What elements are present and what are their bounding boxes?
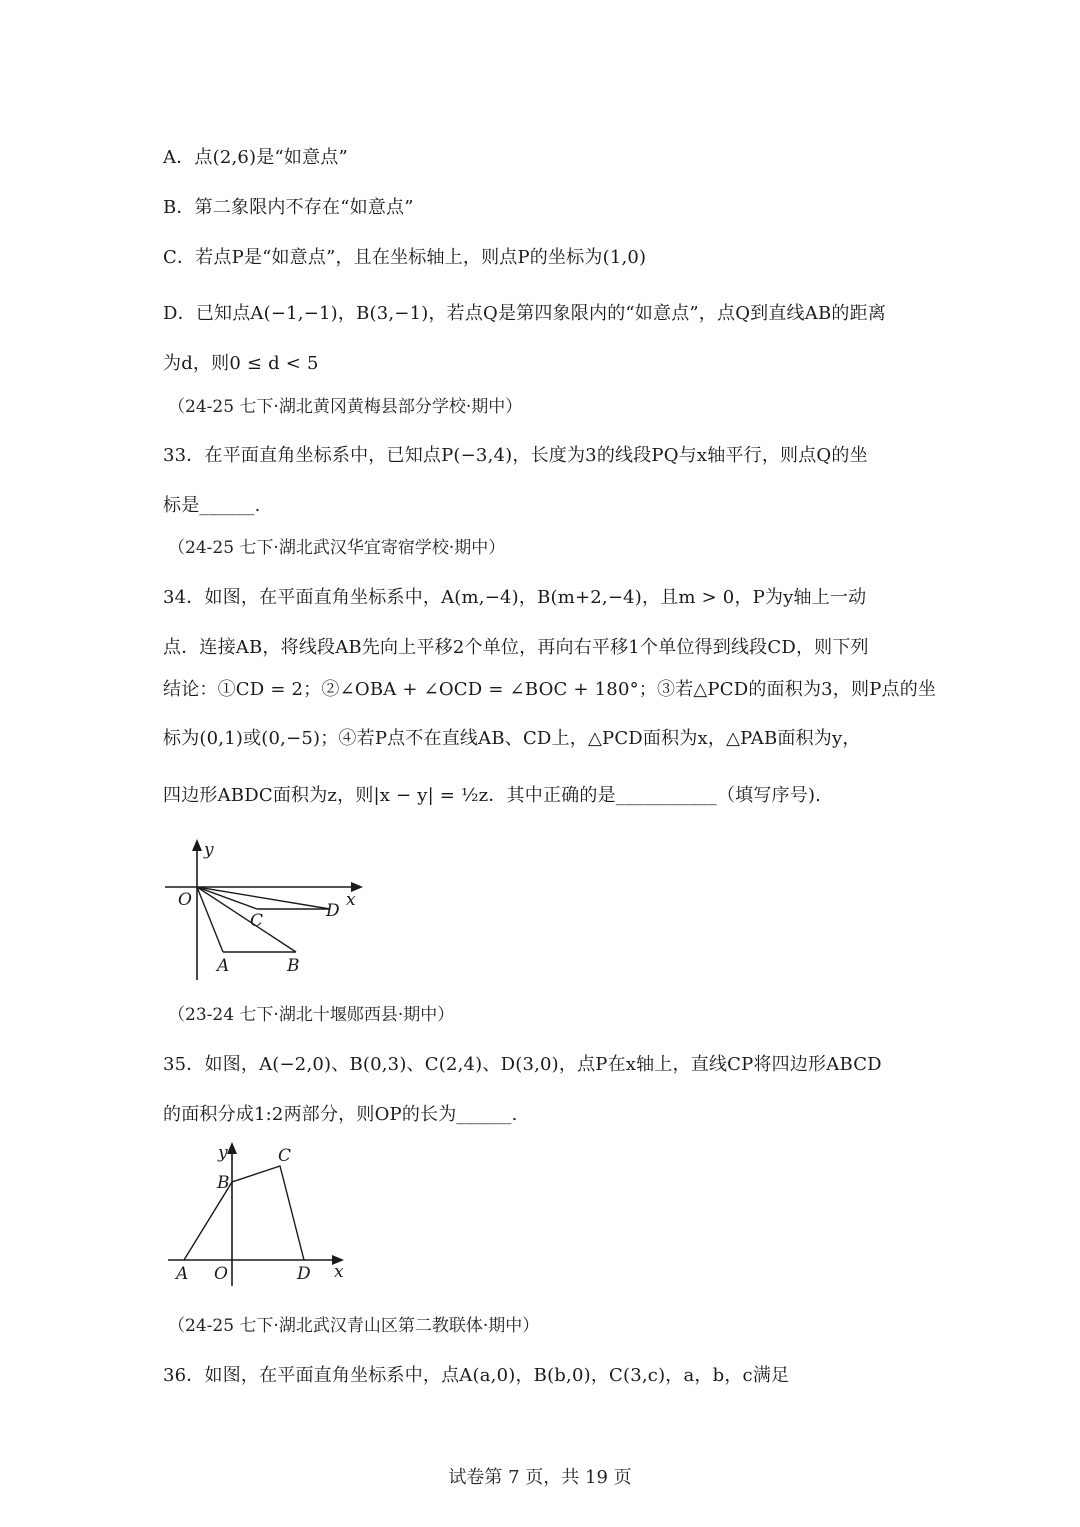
fig35-o-label: O bbox=[214, 1264, 228, 1284]
question-35-cont: 的面积分成1:2两部分，则OP的长为______. bbox=[163, 1104, 518, 1125]
question-33-cont: 标是______. bbox=[163, 495, 261, 516]
fig35-x-label: x bbox=[334, 1262, 344, 1282]
fig34-x-label: x bbox=[346, 890, 356, 910]
source-35: （23-24 七下·湖北十堰郧西县·期中） bbox=[168, 1005, 455, 1025]
figure-35 bbox=[160, 1136, 360, 1286]
source-33: （24-25 七下·湖北黄冈黄梅县部分学校·期中） bbox=[168, 397, 523, 417]
fig35-d-label: D bbox=[297, 1264, 311, 1284]
figure-34 bbox=[160, 835, 380, 985]
fig34-d-label: D bbox=[326, 901, 340, 921]
fig34-b-label: B bbox=[287, 956, 300, 976]
fig35-y-label: y bbox=[218, 1143, 228, 1163]
source-34: （24-25 七下·湖北武汉华宜寄宿学校·期中） bbox=[168, 538, 506, 558]
source-36: （24-25 七下·湖北武汉青山区第二教联体·期中） bbox=[168, 1316, 540, 1336]
fig34-o-label: O bbox=[178, 890, 192, 910]
question-33: 33．在平面直角坐标系中，已知点P(−3,4)，长度为3的线段PQ与x轴平行，则点Q的坐 bbox=[163, 445, 868, 466]
fig35-b-label: B bbox=[217, 1173, 230, 1193]
question-34-l2: 点．连接AB，将线段AB先向上平移2个单位，再向右平移1个单位得到线段CD，则下列 bbox=[163, 637, 869, 658]
question-35: 35．如图，A(−2,0)、B(0,3)、C(2,4)、D(3,0)，点P在x轴上，直线CP将四边形ABCD bbox=[163, 1054, 882, 1075]
question-34-l3: 结论：①CD = 2；②∠OBA + ∠OCD = ∠BOC + 180°；③若△PCD的面积为3，则P点的坐 bbox=[163, 679, 937, 700]
question-36: 36．如图，在平面直角坐标系中，点A(a,0)，B(b,0)，C(3,c)，a，b，c满足 bbox=[163, 1365, 790, 1386]
fig34-a-label: A bbox=[217, 956, 230, 976]
option-b: B．第二象限内不存在“如意点” bbox=[163, 197, 414, 218]
page-footer: 试卷第 7 页，共 19 页 bbox=[448, 1467, 632, 1488]
option-a: A．点(2,6)是“如意点” bbox=[163, 147, 348, 168]
fig34-c-label: C bbox=[250, 911, 264, 931]
option-c: C．若点P是“如意点”，且在坐标轴上，则点P的坐标为(1,0) bbox=[163, 247, 647, 268]
question-34: 34．如图，在平面直角坐标系中，A(m,−4)，B(m+2,−4)，且m > 0，P为y轴上一动 bbox=[163, 587, 867, 608]
question-34-l5: 四边形ABDC面积为z，则|x − y| = ½z．其中正确的是___________（填写序号). bbox=[163, 785, 822, 806]
fig35-c-label: C bbox=[278, 1146, 292, 1166]
fig35-a-label: A bbox=[176, 1264, 189, 1284]
option-d: D．已知点A(−1,−1)，B(3,−1)，若点Q是第四象限内的“如意点”，点Q到直线AB的距离 bbox=[163, 303, 886, 324]
question-34-l4: 标为(0,1)或(0,−5)；④若P点不在直线AB、CD上，△PCD面积为x，△PAB面积为y， bbox=[163, 728, 861, 749]
fig34-y-label: y bbox=[204, 840, 214, 860]
option-d-cont: 为d，则0 ≤ d < 5 bbox=[163, 353, 319, 374]
